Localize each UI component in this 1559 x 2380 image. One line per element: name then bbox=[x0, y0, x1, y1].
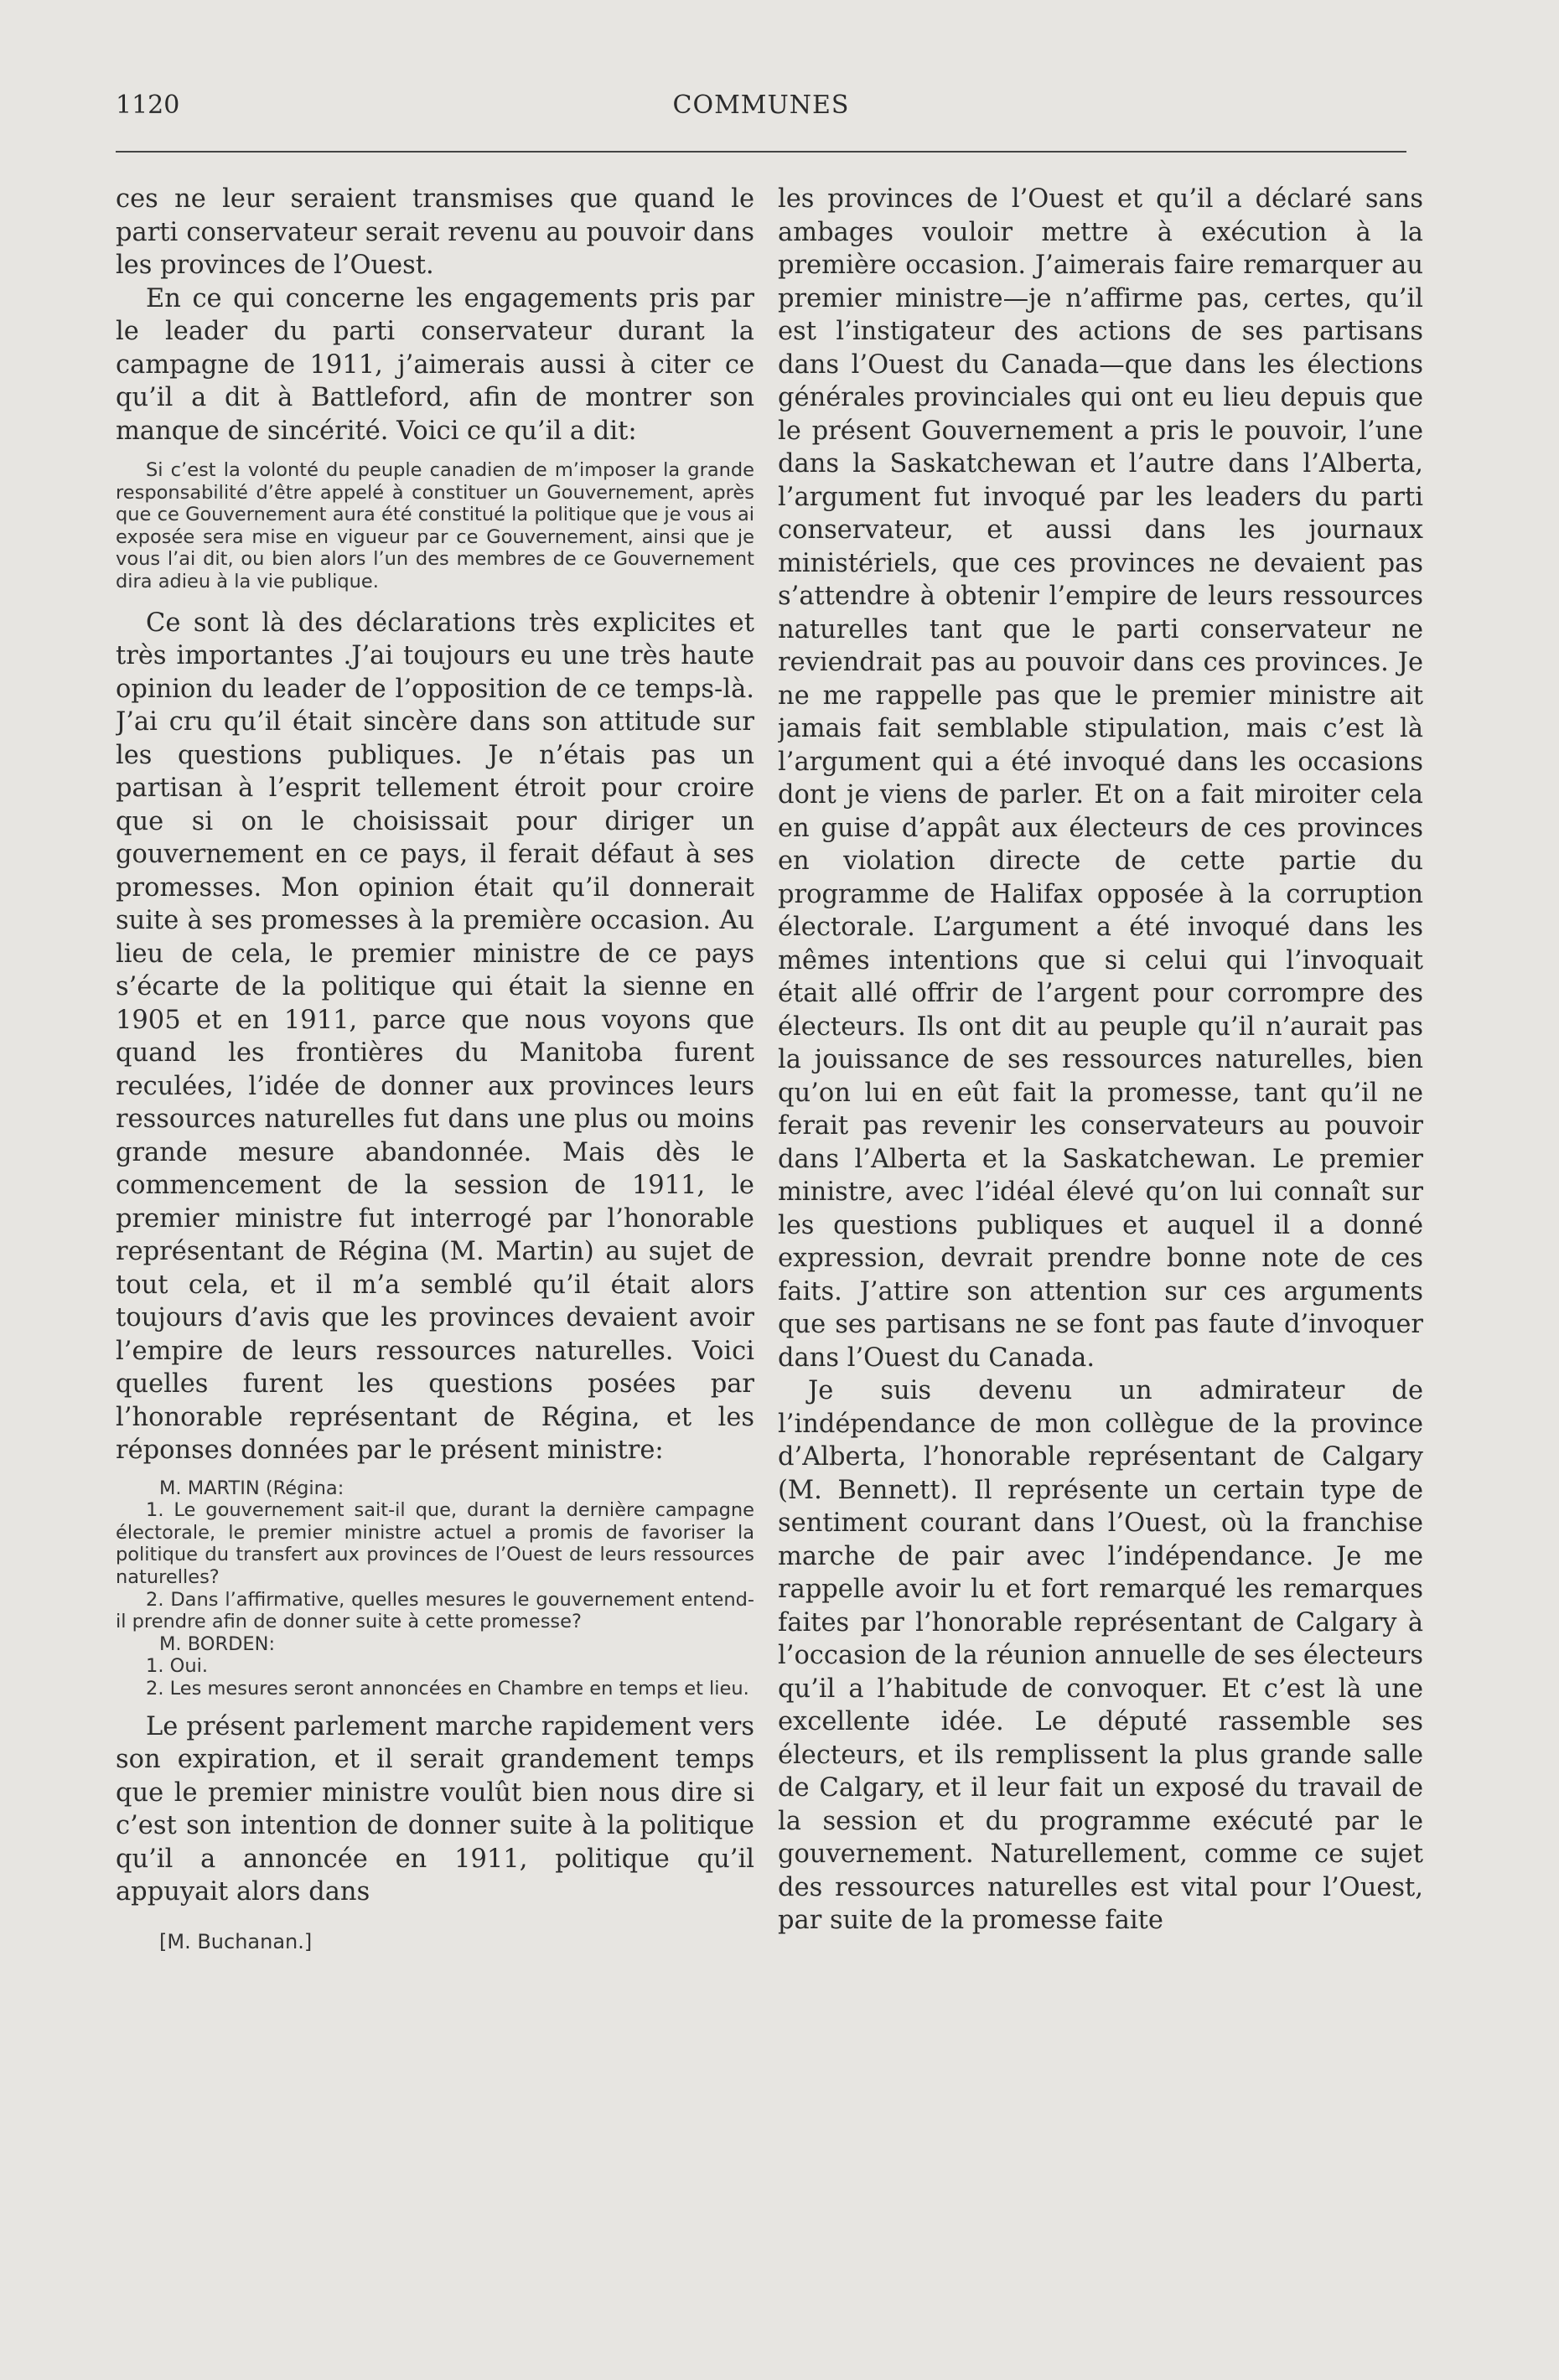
answer-2: 2. Les mesures seront annoncées en Chambre en temps et lieu. bbox=[146, 1677, 749, 1700]
right-paragraph-2: Je suis devenu un admirateur de l’indépendance de mon collègue de la province d’Alberta, l’honorable représentant de Calgary (M. Bennett). Il représente un certain type de sentiment courant dans l’Ouest, où la franchise marche de pair avec l’indépendance. Je me rappelle avoir lu et fort remarqué les remarques faites par l’honorable représentant de Calgary à l’occasion de la réunion annuelle de ses électeurs qu’il a l’habitude de convoquer. Et c’est là une excellente idée. Le député rassemble ses électeurs, et ils remplissent la plus grande salle de Calgary, et il leur fait un exposé du travail de la session et du programme exécuté par le gouvernement. Naturellement, comme ce sujet des ressources naturelles est vital pour l’Ouest, par suite de la promesse faite bbox=[778, 1376, 1423, 1935]
left-paragraph-1: ces ne leur seraient transmises que quand le parti conservateur serait revenu au pouvoir dans les provinces de l’Ouest. bbox=[116, 184, 754, 280]
page-number: 1120 bbox=[116, 91, 180, 120]
header-rule bbox=[116, 151, 1406, 153]
right-paragraph-1: les provinces de l’Ouest et qu’il a déclaré sans ambages vouloir mettre à exécution à la première occasion. J’aimerais faire remarquer au premier ministre—je n’affirme pas, certes, qu’il est l’instigateur des actions de ses partisans dans l’Ouest du Canada—que dans les élections générales provinciales qui ont eu lieu depuis que le présent Gouvernement a pris le pouvoir, l’une dans la Saskatchewan et l’autre dans l’Alberta, l’argument fut invoqué par les leaders du parti conservateur, et aussi dans les journaux ministériels, que ces provinces ne devaient pas s’attendre à obtenir l’empire de leurs ressources naturelles tant que le parti conservateur ne reviendrait pas au pouvoir dans ces provinces. Je ne me rappelle pas que le premier ministre ait jamais fait semblable stipulation, mais c’est là l’argument qui a été invoqué dans les occasions dont je viens de parler. Et on a fait miroiter cela en guise d’appât aux électeurs de ces provinces en violation directe de cette partie du programme de Halifax opposée à la corruption électorale. L’argument a été invoqué dans les mêmes intentions que si celui qui l’invoquait était allé offrir de l’argent pour corrompre des électeurs. Ils ont dit au peuple qu’il n’aurait pas la jouissance de ses ressources naturelles, bien qu’on lui en eût fait la promesse, tant qu’il ne ferait pas revenir les conservateurs au pouvoir dans l’Alberta et la Saskatchewan. Le premier ministre, avec l’idéal élevé qu’on lui connaît sur les questions publiques et auquel il a donné expression, devrait prendre bonne note de ces faits. J’attire son attention sur ces arguments que ses partisans ne se font pas faute d’invoquer dans l’Ouest du Canada. bbox=[778, 184, 1423, 1373]
questions-and-answers bbox=[116, 1477, 754, 1700]
left-column bbox=[116, 183, 754, 2211]
speaker-borden: M. BORDEN: bbox=[159, 1632, 276, 1655]
question-2: 2. Dans l’affirmative, quelles mesures le gouvernement entend-il prendre afin de donner suite à cette promesse? bbox=[116, 1588, 754, 1633]
left-paragraph-2: En ce qui concerne les engagements pris par le leader du parti conservateur durant la campagne de 1911, j’aimerais aussi à citer ce qu’il a dit à Battleford, afin de montrer son manque de sincérité. Voici ce qu’il a dit: bbox=[116, 283, 754, 446]
running-head: COMMUNES bbox=[672, 91, 850, 120]
speaker-attribution: [M. Buchanan.] bbox=[159, 1929, 313, 1953]
left-paragraph-3: Ce sont là des déclarations très explicites et très importantes .J’ai toujours eu une très haute opinion du leader de l’opposition de ce temps-là. J’ai cru qu’il était sincère dans son attitude sur les questions publiques. Je n’étais pas un partisan à l’esprit tellement étroit pour croire que si on le choisissait pour diriger un gouvernement en ce pays, il ferait défaut à ses promesses. Mon opinion était qu’il donnerait suite à ses promesses à la première occasion. Au lieu de cela, le premier ministre de ce pays s’écarte de la politique qui était la sienne en 1905 et en 1911, parce que nous voyons que quand les frontières du Manitoba furent reculées, l’idée de donner aux provinces leurs ressources naturelles fut dans une plus ou moins grande mesure abandonnée. Mais dès le commencement de la session de 1911, le premier ministre fut interrogé par l’honorable représentant de Régina (M. Martin) au sujet de tout cela, et il m’a semblé qu’il était alors toujours d’avis que les provinces devaient avoir l’empire de leurs ressources naturelles. Voici quelles furent les questions posées par l’honorable représentant de Régina, et les réponses données par le présent ministre: bbox=[116, 608, 754, 1466]
battleford-quotation: Si c’est la volonté du peuple canadien de m’imposer la grande responsabilité d’être appelé à constituer un Gouvernement, après que ce Gouvernement aura été constitué la politique que je vous ai exposée sera mise en vigueur par ce Gouvernement, ainsi que je vous l’ai dit, ou bien alors l’un des membres de ce Gouvernement dira adieu à la vie publique. bbox=[116, 459, 754, 592]
answer-1: 1. Oui. bbox=[146, 1655, 208, 1678]
speaker-martin: M. MARTIN (Régina: bbox=[159, 1477, 344, 1499]
right-column bbox=[778, 183, 1423, 2211]
left-paragraph-4: Le présent parlement marche rapidement vers son expiration, et il serait grandement temps que le premier ministre voulût bien nous dire si c’est son intention de donner suite à la politique qu’il a annoncée en 1911, politique qu’il appuyait alors dans bbox=[116, 1711, 754, 1907]
question-1: 1. Le gouvernement sait-il que, durant la dernière campagne électorale, le premier ministre actuel a promis de favoriser la politique du transfert aux provinces de l’Ouest de leurs ressources naturelles? bbox=[116, 1499, 754, 1588]
page-header bbox=[116, 91, 1406, 132]
